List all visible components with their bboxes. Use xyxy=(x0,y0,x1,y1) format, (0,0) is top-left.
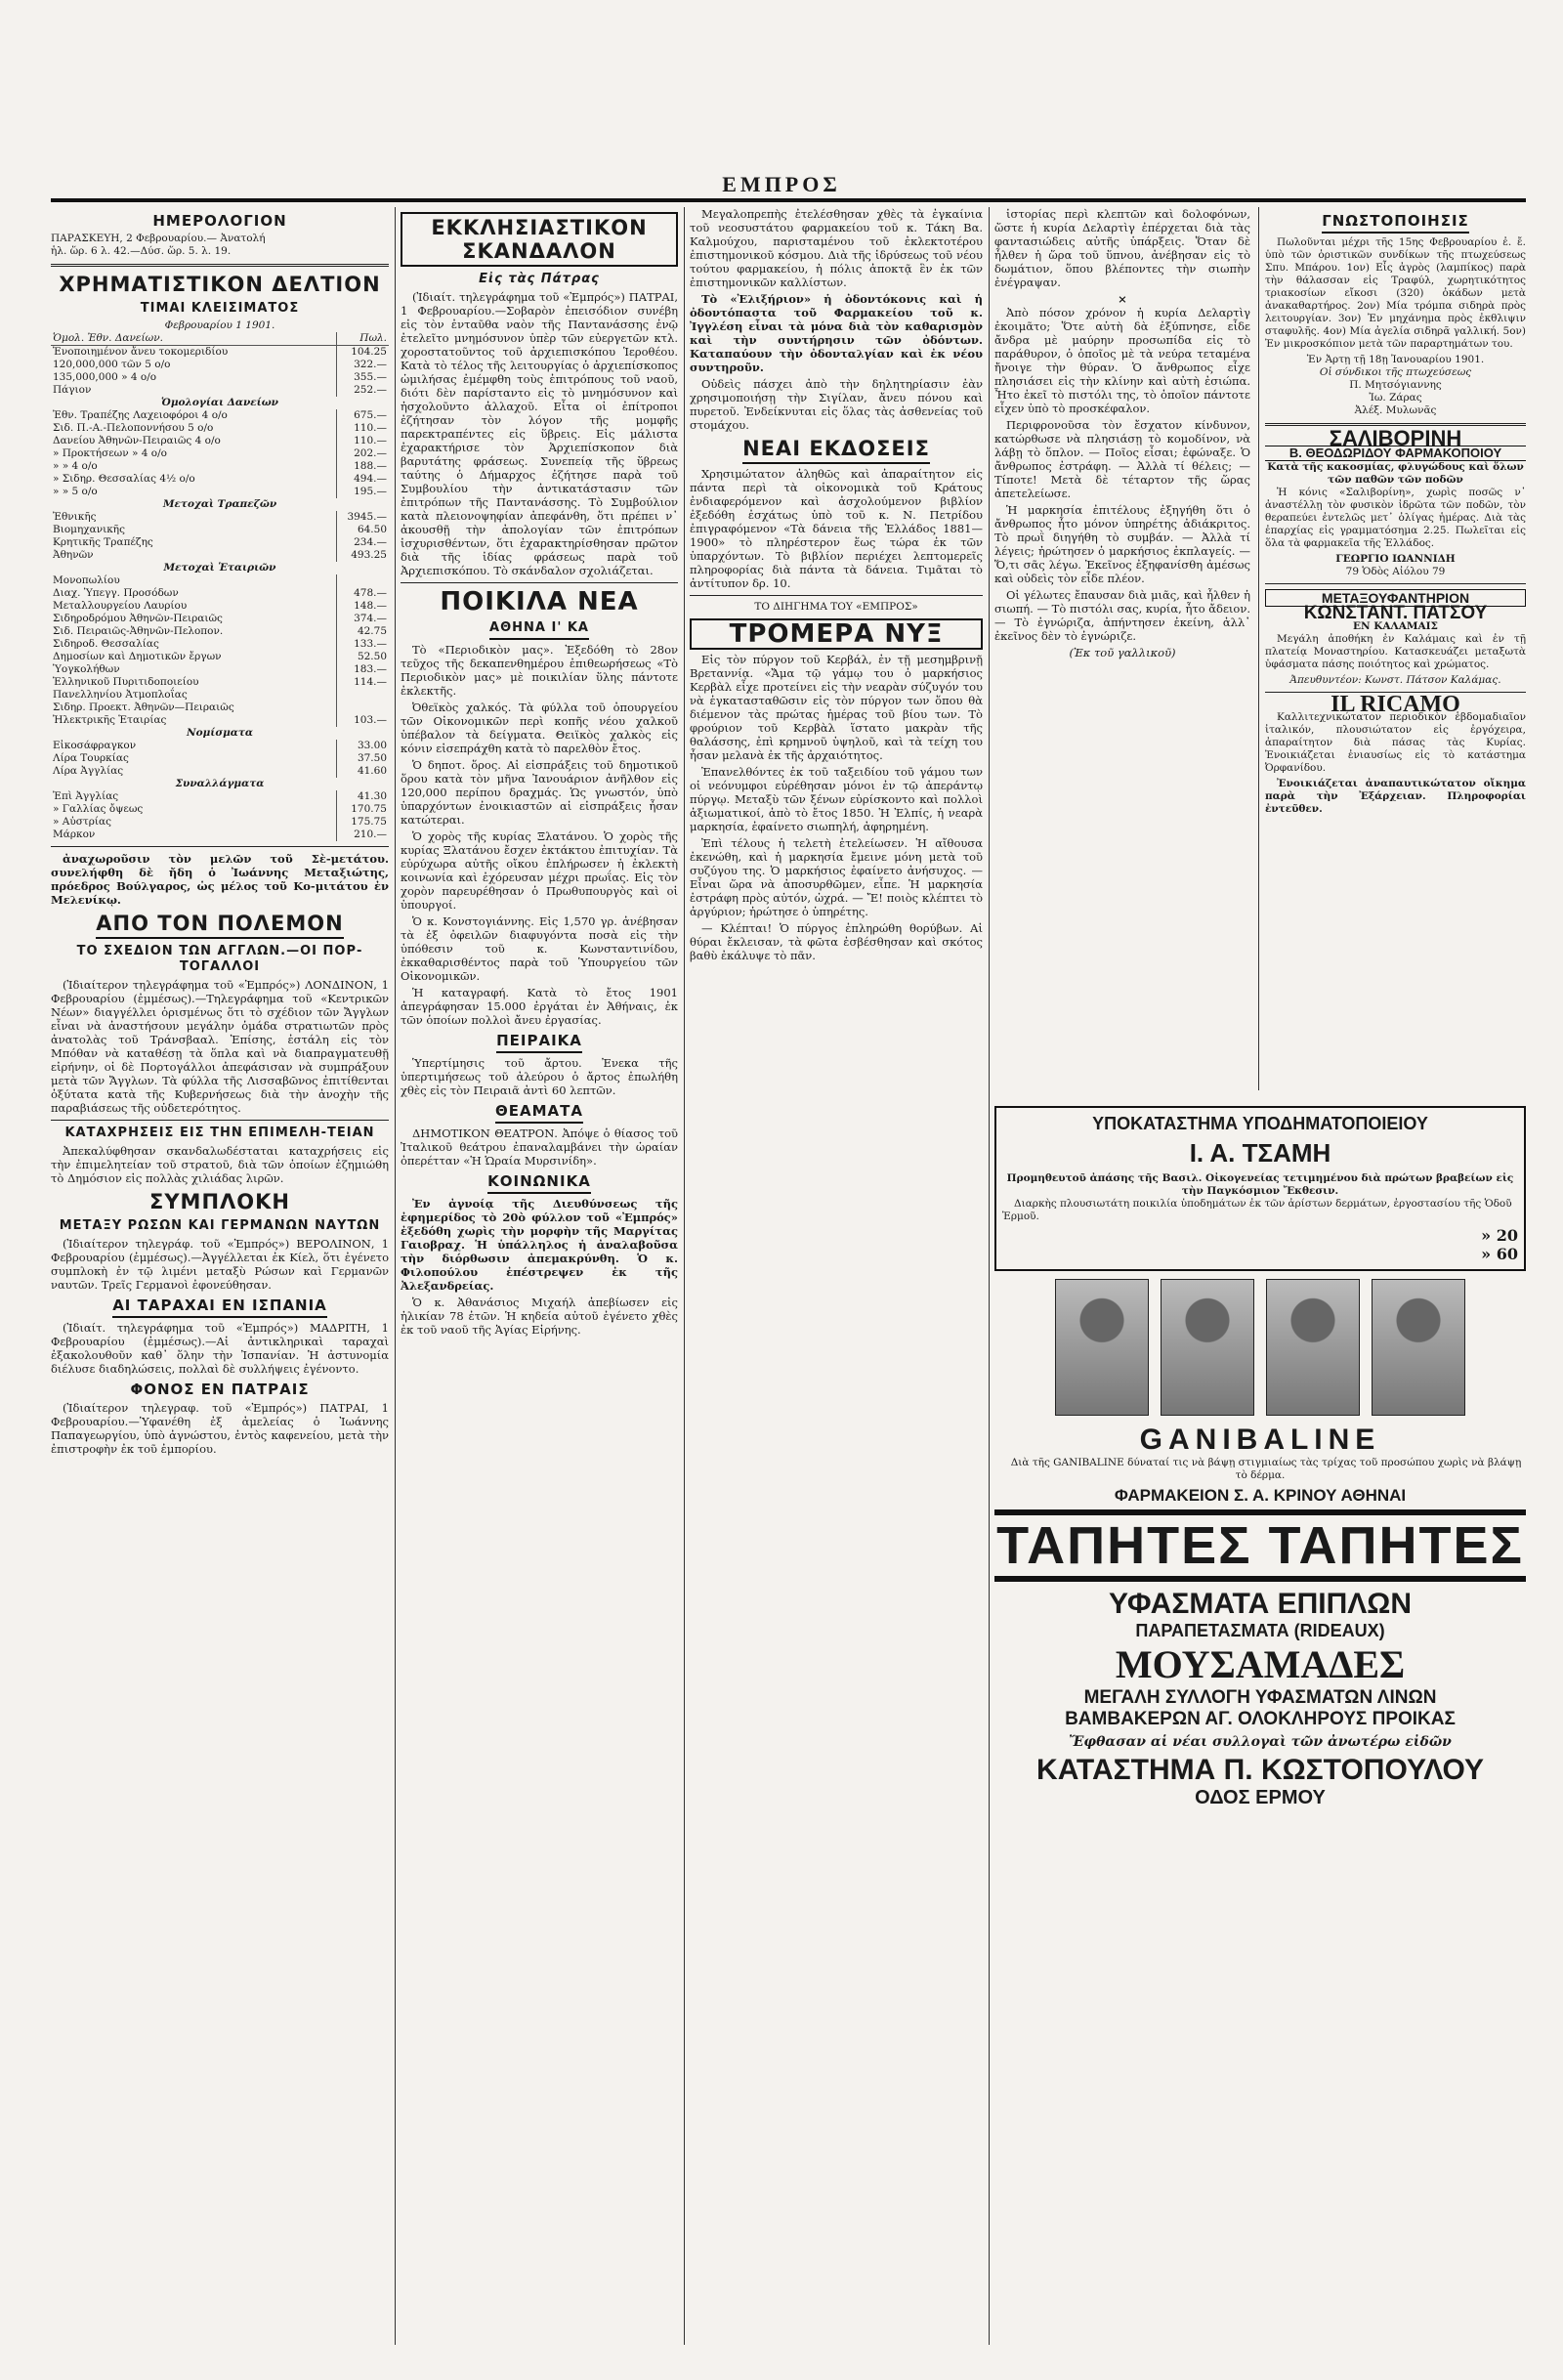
column-3 xyxy=(690,207,983,1677)
rate-value: 355.— xyxy=(336,371,389,384)
saliborine-agent: ΓΕΩΡΓΙΟ ΙΩΑΝΝΙΔΗ xyxy=(1335,553,1456,565)
rate-value: 52.50 xyxy=(336,651,389,663)
news-item: ΔΗΜΟΤΙΚΟΝ ΘΕΑΤΡΟΝ. Ἀπόψε ὁ θίασος τοῦ Ἰταλικοῦ θεάτρου ἐπαναλαμβάνει τὴν ὡραίαν ὀπερέτταν «Ἡ Ὡραία Μυρσινίδη». xyxy=(401,1126,678,1168)
rate-value: 175.75 xyxy=(336,816,389,829)
piraeus-title xyxy=(401,1032,678,1053)
theatre-title-text: ΘΕΑΜΑΤΑ xyxy=(495,1102,583,1124)
rate-label: Διαχ. Ὑπεγγ. Προσόδων xyxy=(53,587,179,599)
serial-text: Ἀπὸ πόσον χρόνον ἡ κυρία Δελαρτὶγ ἐκοιμᾶτο; Ὅτε αὐτὴ δὰ ἐξύπνησε, εἶδε ἄνδρα μὲ μαύρην προσωπίδα εἰς τὸ παράθυρον, ὁ ὁποῖος μὲ τὰ νεύρα τεταμένα ἤνοιγε τὴν θύραν. Ὁ ἄνθρωπος εἶχε πλησιάσει εἰς τὴν κλίνην καὶ αὐτὴ ἐσιώπα. Ἦτο ἐκεῖ τὸ πιστόλι της, τὸ ὁποῖον πάντοτε εἶχεν ὑπὸ τὸ προσκέφαλον. xyxy=(994,306,1250,415)
alliance-title: ΣΥΜΠΛΟΚΗ xyxy=(149,1190,290,1213)
stock-subtitle: ΤΙΜΑΙ ΚΛΕΙΣΙΜΑΤΟΣ xyxy=(140,301,300,316)
war-title-text: ΑΠΟ ΤΟΝ ΠΟΛΕΜΟΝ xyxy=(96,912,343,939)
serial-text: Οἱ γέλωτες ἔπαυσαν διὰ μιᾶς, καὶ ἦλθεν ἡ σιωπή. — Τὸ πιστόλι σας, κυρία, ἦτο ἄδειον. — Τὸ ἐγνώριζα, ἀπήντησεν ἐκείνη, ἀλλ᾽ ἐκεῖνος δὲν τὸ ἐγνώριζε. xyxy=(994,588,1250,643)
rate-label: Βιομηχανικῆς xyxy=(53,524,125,535)
rate-value: 3945.— xyxy=(336,511,389,524)
rate-value: 322.— xyxy=(336,359,389,371)
rate-label: Ἀθηνῶν xyxy=(53,549,94,561)
rate-value: 188.— xyxy=(336,460,389,473)
column-5 xyxy=(1258,207,1526,1090)
table-row xyxy=(51,663,389,676)
shoe-tagline: Προμηθευτοῦ ἀπάσης τῆς Βασιλ. Οἰκογενείας τετιμημένου διὰ πρώτων βραβείων εἰς τὴν Παγκόσμιον Ἔκθεσιν. xyxy=(1006,1172,1514,1197)
column-2 xyxy=(401,207,678,2345)
ganibaline-body: Διὰ τῆς GANIBALINE δύναταί τις νὰ βάψῃ στιγμιαίως τὰς τρίχας τοῦ προσώπου χωρὶς νὰ βλάψῃ τὸ δέρμα. xyxy=(1010,1457,1522,1481)
rate-label: Ὑογκολήθων xyxy=(53,663,120,675)
portrait-image xyxy=(1055,1279,1149,1416)
rate-value: 37.50 xyxy=(336,752,389,765)
rate-label: Κρητικῆς Τραπέζης xyxy=(53,536,153,548)
column-header: Πωλ. xyxy=(336,332,389,346)
table-row xyxy=(51,359,389,371)
table-row xyxy=(51,486,389,498)
serial-text: Ἐπανελθόντες ἐκ τοῦ ταξειδίου τοῦ γάμου των οἱ νεόνυμφοι εὑρέθησαν μόνοι ἐν τῷ ἀπεράντῳ πύργῳ. Μεταξὺ τῶν ξένων εὑρίσκοντο καὶ πολλοὶ ἀξιωματικοί, ἀπὸ τὸ ἔτος 1850. Ἡ Ἐλπίς, ἡ νεαρὰ μαρκησία, ἐφαίνετο σιωπηλή, ἀφηρημένη. xyxy=(690,765,983,833)
notice-role: Οἱ σύνδικοι τῆς πτωχεύσεως xyxy=(1319,366,1472,378)
rate-label: Δανείου Ἀθηνῶν-Πειραιῶς 4 ο/ο xyxy=(53,435,221,446)
section-heading: Μετοχαὶ Ἑταιριῶν xyxy=(163,562,276,574)
table-row xyxy=(51,447,389,460)
shoe-price: » 60 xyxy=(1481,1245,1518,1263)
table-row xyxy=(51,346,389,360)
table-row xyxy=(51,816,389,829)
portrait-image xyxy=(1266,1279,1360,1416)
serial-text: ἱστορίας περὶ κλεπτῶν καὶ δολοφόνων, ὥστε ἡ κυρία Δελαρτὶγ ἐπέρχεται διὰ τὰς φαντασιώδεις αὐτῆς ὑπάρξεις. Ὅταν δὲ ἦλθεν ἡ ὥρα τοῦ ὕπνου, ἀνέβησαν εἰς τὸ δωμάτιον, ὅπου βλέποντες τὴν σιωπὴν ἐνέγραψαν. xyxy=(994,207,1250,289)
ganibaline-title: GANIBALINE xyxy=(1139,1424,1381,1456)
rate-label: Μάρκον xyxy=(53,829,96,840)
rate-value xyxy=(336,701,389,714)
rate-label: » » 5 ο/ο xyxy=(53,486,98,497)
table-row xyxy=(51,587,389,600)
rate-label: Ἐπὶ Ἀγγλίας xyxy=(53,790,119,802)
rate-label: 120,000,000 τῶν 5 ο/ο xyxy=(53,359,171,370)
war-title xyxy=(51,912,389,939)
column-1 xyxy=(51,207,389,2345)
saliborine-subtitle: Β. ΘΕΟΔΩΡΙΔΟΥ ΦΑΡΜΑΚΟΠΟΙΟΥ xyxy=(1265,446,1526,461)
rate-label: » Γαλλίας ὄψεως xyxy=(53,803,144,815)
table-row xyxy=(51,613,389,625)
portrait-image xyxy=(1372,1279,1465,1416)
store-name: ΚΑΤΑΣΤΗΜΑ Π. ΚΩΣΤΟΠΟΥΛΟΥ xyxy=(1036,1754,1484,1786)
social-title xyxy=(401,1172,678,1194)
rate-label: 135,000,000 » 4 ο/ο xyxy=(53,371,157,383)
rate-label: Ἑνοποιημένον ἄνευ τοκομεριδίου xyxy=(53,346,229,358)
news-item: Ὁ κ. Κονστογιάννης. Εἰς 1,570 γρ. ἀνέβησαν τὰ ἐξ ὀφειλῶν διαφυγόντα ποσὰ εἰς τὴν ὑπόθεσιν τοῦ κ. Κωνσταντινίδου, ἐκκαθαρισθέντος παρὰ τοῦ Ὑπουργείου τῶν Οἰκονομικῶν. xyxy=(401,914,678,983)
table-row xyxy=(51,651,389,663)
patsos-name: ΚΩΝΣΤΑΝΤ. ΠΑΤΣΟΥ xyxy=(1303,603,1488,623)
table-row xyxy=(51,676,389,689)
news-item: Ἐν ἀγνοίᾳ τῆς Διευθύνσεως τῆς ἐφημερίδος τὸ 20ὸ φύλλον τοῦ «Ἐμπρός» ἐξεδόθη χωρὶς τὴν μορφὴν τῆς Μαργίτας Γαιοβραχ. Ἡ ὑπάλληλος ἡ ἀναλαβοῦσα τὴν διόρθωσιν ἀπεμακρύνθη. Ὁ κ. Φιλοπούλου ἐπέστρεψεν ἐκ τῆς Ἀλεξανδρείας. xyxy=(401,1197,678,1293)
divider xyxy=(401,582,678,583)
rate-label: Μεταλλουργείου Λαυρίου xyxy=(53,600,188,612)
rate-value: 195.— xyxy=(336,486,389,498)
article-body: (Ἰδιαίτ. τηλεγράφημα τοῦ «Ἐμπρός») ΜΑΔΡΙΤΗ, 1 Φεβρουαρίου (ἐμμέσως).—Αἱ ἀντικληρικαὶ ταραχαὶ ἐξακολουθοῦν καθ᾽ ὅλην τὴν Ἰσπανίαν. Ἡ ἀστυνομία διέλυσε διαδηλώσεις, πολλαὶ δὲ συλλήψεις ἐγένοντο. xyxy=(51,1321,389,1376)
almanac-title: ΗΜΕΡΟΛΟΓΙΟΝ xyxy=(152,212,287,230)
column-divider xyxy=(395,207,396,2345)
rate-value: 478.— xyxy=(336,587,389,600)
article-body: (Ἰδιαίτερον τηλεγράφημα τοῦ «Ἐμπρός») ΛΟΝΔΙΝΟΝ, 1 Φεβρουαρίου (ἐμμέσως).—Τηλεγράφημα τοῦ «Κεντρικῶν Νέων» διαγγέλλει ὁρισμένως ὅτι τὸ σχέδιον τῶν Ἄγγλων εἶναι νὰ ἀναστήσουν μεγάλην ὁμάδα στρατιωτῶν πρὸς ἀνατολὰς τοῦ Τράνσβααλ. Ἐπίσης, ἐστάλη εἰς τὸν Μπόθαν νὰ καταθέσῃ τὰ ὅπλα καὶ νὰ διαπραγματευθῇ εἰρήνην, οἱ δὲ Πορτογάλλοι ἀπεφάσισαν νὰ συμπράξουν μετὰ τῶν Ἄγγλων. Τὰ φύλλα τῆς Λισσαβῶνος ἐπιτίθενται ὀξύτατα κατὰ τῆς Κυβερνήσεως διὰ τὴν ἀνοχὴν τῆς παραβιάσεως τῆς οὐδετερότητος. xyxy=(51,978,389,1115)
rate-value: 170.75 xyxy=(336,803,389,816)
divider xyxy=(51,264,389,267)
war-subtitle: ΤΟ ΣΧΕΔΙΟΝ ΤΩΝ ΑΓΓΛΩΝ.—ΟΙ ΠΟΡ-ΤΟΓΑΛΛΟΙ xyxy=(76,944,363,974)
top-rule xyxy=(51,198,1526,202)
stock-date: Φεβρουαρίου 1 1901. xyxy=(164,319,275,331)
table-row xyxy=(51,536,389,549)
rate-value: 210.— xyxy=(336,829,389,841)
table-row xyxy=(51,689,389,701)
spain-title-text: ΑΙ ΤΑΡΑΧΑΙ ΕΝ ΙΣΠΑΝΙΑ xyxy=(112,1296,327,1318)
divider xyxy=(51,846,389,847)
alliance-subtitle: ΜΕΤΑΞΥ ΡΩΣΩΝ ΚΑΙ ΓΕΡΜΑΝΩΝ ΝΑΥΤΩΝ xyxy=(59,1218,381,1233)
ricamo-body: Καλλιτεχνικώτατον περιοδικὸν ἑβδομαδιαῖον ἰταλικόν, πλουσιώτατον εἰς ἐργόχειρα, ἀπαραίτητον διὰ πάσας τὰς Κυρίας. Ἐνοικιάζεται ἐνιαυσίως εἰς τὸ κατάστημα Ὀρφανίδου. xyxy=(1265,711,1526,774)
table-row xyxy=(51,625,389,638)
table-row xyxy=(51,574,389,587)
table-row xyxy=(51,752,389,765)
rate-label: Σιδηροδ. Θεσσαλίας xyxy=(53,638,159,650)
separator-mark: × xyxy=(1118,292,1127,306)
table-row xyxy=(51,740,389,752)
news-item: Ὁ δηποτ. ὅρος. Αἱ εἰσπράξεις τοῦ δημοτικοῦ ὅρου κατὰ τὸν μῆνα Ἰανουάριον ἀνῆλθον εἰς 120,000 περίπου δραχμάς. Ὡς γνωστόν, ὑπὸ ὑπαρχόντων ἐνοικιαστῶν αἱ εἰσπράξεις ἦσαν κατώτεραι. xyxy=(401,758,678,827)
almanac-line: ἡλ. ὥρ. 6 λ. 42.—Δύσ. ὥρ. 5. λ. 19. xyxy=(51,245,232,257)
rates-group xyxy=(51,346,389,398)
rate-label: Πάγιον xyxy=(53,384,92,396)
patsos-contact: Ἀπευθυντέον: Κωνστ. Πάτσον Καλάμας. xyxy=(1289,674,1501,686)
stock-title: ΧΡΗΜΑΤΙΣΤΙΚΟΝ ΔΕΛΤΙΟΝ xyxy=(59,273,381,296)
section-heading: Συναλλάγματα xyxy=(175,778,265,789)
rate-label: » Αὐστρίας xyxy=(53,816,111,828)
rate-label: Σιδ. Πειραιῶς-Ἀθηνῶν-Πελοπον. xyxy=(53,625,224,637)
rates-group xyxy=(51,511,389,562)
column-divider xyxy=(684,207,685,2345)
piraeus-title-text: ΠΕΙΡΑΙΚΑ xyxy=(496,1032,582,1053)
theatre-title xyxy=(401,1102,678,1124)
serial-text: Εἰς τὸν πύργον τοῦ Κερβάλ, ἐν τῇ μεσημβρινῇ Βρεταννίᾳ. «Ἄμα τῷ γάμῳ του ὁ μαρκήσιος Κερβὰλ εἶχε προτείνει εἰς τὴν νεαρὰν σύζυγόν του νὰ ἐγκατασταθῶσιν εἰς τὸν πύργον των ὅπου θὰ διέμενον τὰς πρώτας ἡμέρας τοῦ βίου των. Τὸ φρούριον τοῦ Κερβὰλ ἵστατο μακρὰν τῆς θαλάσσης, ἐπὶ κρημνοῦ ὑψηλοῦ, καὶ τὰ τείχη του ἦσαν μελανὰ ἐκ τῆς ἀρχαιότητος. xyxy=(690,653,983,762)
serial-text: Ἡ μαρκησία ἐπιτέλους ἐξηγήθη ὅτι ὁ ἄνθρωπος ἦτο μόνον ὑπηρέτης ἀδιάκριτος. Τὸ πρωῒ διηγήθη τὸ συμβάν. — Ἀλλὰ τί λέγεις; ἠρώτησεν ὁ μαρκήσιος ἐκπλαγείς. — Ὅ,τι σᾶς λέγω. Ἐκεῖνος ἐξηφανίσθη ἀμέσως καὶ οὐδεὶς τὸν εἶδε πλέον. xyxy=(994,503,1250,585)
notice-date: Ἐν Ἀρτῃ τῇ 18ῃ Ἰανουαρίου 1901. xyxy=(1306,354,1485,365)
saliborine-body: Ἡ κόνις «Σαλιβορίνη», χωρὶς ποσῶς ν᾽ ἀναστέλλῃ τὸν φυσικὸν ἱδρῶτα τῶν ποδῶν, τὸν θεραπεύει ἐντελῶς μετ᾽ ὀλίγας ἡμέρας. Διὰ τὰς ἐπαρχίας εἰς γραμματόσημα 2.25. Πωλεῖται εἰς ὅλα τὰ φαρμακεῖα τῆς Ἑλλάδος. xyxy=(1265,487,1526,549)
article-body: (Ἰδιαίτερον τηλεγραφ. τοῦ «Ἐμπρός») ΠΑΤΡΑΙ, 1 Φεβρουαρίου.—Ὑφανέθη ἐξ ἀμελείας ὁ Ἰωάννης Παπαγεωργίου, ὑπὸ ἀγνώστου, ἐντὸς καφενείου, μετὰ τὴν ἐπιστροφὴν ἐκ τοῦ ἐμπορίου. xyxy=(51,1401,389,1456)
article-body: Μεγαλοπρεπὴς ἐτελέσθησαν χθὲς τὰ ἐγκαίνια τοῦ νεοσυστάτου φαρμακείου τοῦ κ. Τάκη Βα. Καλμούχου, παρισταμένου τοῦ ἐκλεκτοτέρου ἐπιστημονικοῦ κόσμου. Διὰ τῆς ἱδρύσεως τοῦ νέου τούτου φαρμακείου, ἡ πόλις ἀποκτᾷ ἓν ἐκ τῶν ἐπιστημονικῶν καλλίστων. xyxy=(690,207,983,289)
spain-title xyxy=(51,1296,389,1318)
table-row xyxy=(51,422,389,435)
serial-label: ΤΟ ΔΙΗΓΗΜΑ ΤΟΥ «ΕΜΠΡΟΣ» xyxy=(754,601,918,613)
muslin-title: ΜΟΥΣΑΜΑΔΕΣ xyxy=(1115,1642,1406,1686)
curtains-title: ΠΑΡΑΠΕΤΑΣΜΑΤΑ (RIDEAUX) xyxy=(1135,1621,1385,1640)
rate-value xyxy=(336,689,389,701)
ricamo-title: IL RICAMO xyxy=(1331,692,1460,717)
article-body: (Ἰδιαίτ. τηλεγράφημα τοῦ «Ἐμπρός») ΠΑΤΡΑΙ, 1 Φεβρουαρίου.—Σοβαρὸν ἐπεισόδιον συνέβη εἰς τὸν ἐνταῦθα ναὸν τῆς Παντανάσσης ἐνῷ ἐτελεῖτο μνημόσυνον ὑπὲρ τῶν εὐεργετῶν κτλ. χοροστατοῦντος τοῦ ἀρχιεπισκόπου Ἱεροθέου. Κατὰ τὸ τέλος τῆς λειτουργίας ὁ ἀρχιεπίσκοπος ὡμιλήσας ἐμέμφθη τοὺς ἐπιτρόπους τοῦ ναοῦ, διότι δὲν παρίσταντο εἰς τὸ μνημόσυνον καὶ ἠσχολοῦντο ἀλλαχοῦ. Εἶτα οἱ ἐπίτροποι ἐζήτησαν τὸν λόγον τῆς μομφῆς παρεκτραπέντες εἰς ὕβρεις. Εἰς μάλιστα ἐχαρακτήρισε τὸν Ἀρχιεπίσκοπον διὰ βαρυτάτης φράσεως. Συνεπείᾳ τῆς ὕβρεως ταύτης ὁ Δήμαρχος ἐζήτησε παρὰ τοῦ Συμβουλίου τὴν ἀντικατάστασιν τῶν ἐπιτρόπων τῆς Παντανάσσης. Τὸ Συμβούλιον κατὰ πλειονοψηφίαν ἀπεφάνθη, ὅτι πρέπει ν᾽ ἀκουσθῇ τὴν ἀπολογίαν τῶν ἐπιτρόπων ἰσχυρισθέντων, ὅτι ἐχαρακτηρίσθησαν πρῶτον διὰ τῆς ἰδίας φράσεως παρὰ τοῦ Ἀρχιεπισκόπου. Τὸ σκάνδαλον σχολιάζεται. xyxy=(401,290,678,577)
column-4 xyxy=(994,207,1250,1090)
serial-text: — Κλέπται! Ὁ πύργος ἐπληρώθη θορύβων. Αἱ θύραι ἔκλεισαν, τὰ φῶτα ἐσβέσθησαν καὶ σκότος βαθὺ ἐκάλυψε τὸ πᾶν. xyxy=(690,921,983,962)
table-row xyxy=(51,473,389,486)
rate-value: 104.25 xyxy=(336,346,389,360)
scandal-subtitle: Εἰς τὰς Πάτρας xyxy=(479,272,600,286)
article-body: Ἀπεκαλύφθησαν σκανδαλωδέσταται καταχρήσεις εἰς τὴν ἐπιμελητείαν τοῦ στρατοῦ, διὰ τῶν ὁποίων ἐζημιώθη τὸ Δημόσιον εἰς πολλὰς χιλιάδας λιρῶν. xyxy=(51,1144,389,1185)
murder-title: ΦΟΝΟΣ ΕΝ ΠΑΤΡΑΙΣ xyxy=(130,1381,310,1398)
rate-value: 103.— xyxy=(336,714,389,727)
table-row xyxy=(51,371,389,384)
rates-group xyxy=(51,574,389,727)
signature: Ἀλέξ. Μυλωνᾶς xyxy=(1354,404,1437,416)
serial-title: ΤΡΟΜΕΡΑ ΝΥΞ xyxy=(690,618,983,650)
signature: Π. Μητσόγιαννης xyxy=(1349,379,1442,391)
rate-value: 374.— xyxy=(336,613,389,625)
table-row xyxy=(51,701,389,714)
table-row xyxy=(51,803,389,816)
rate-value: 252.— xyxy=(336,384,389,397)
arrivals-note: Ἔφθασαν αἱ νέαι συλλογαὶ τῶν ἀνωτέρω εἰδῶν xyxy=(1069,1734,1452,1750)
table-row xyxy=(51,460,389,473)
serial-text: Περιφρονοῦσα τὸν ἔσχατον κίνδυνον, κατώρθωσε νὰ πλησιάσῃ τὸ κομοδίνον, νὰ λάβῃ τὸ ὅπλον. — Ποῖος εἶσαι; ἐφώναξε. Ὁ ἄνθρωπος ἐστράφη. — Ἀλλὰ τί θέλεις; — Τίποτε! Μετὰ δὲ τέταρτον τῆς ὥρας ἀπετελείωσε. xyxy=(994,418,1250,500)
saliborine-tagline: Κατὰ τῆς κακοσμίας, φλυγώδους καὶ ὅλων τῶν παθῶν τῶν ποδῶν xyxy=(1267,461,1524,486)
table-row xyxy=(51,435,389,447)
shoe-title: ΥΠΟΚΑΤΑΣΤΗΜΑ ΥΠΟΔΗΜΑΤΟΠΟΙΕΙΟΥ xyxy=(1092,1114,1428,1133)
patsos-banner: ΜΕΤΑΞΟΥΦΑΝΤΗΡΙΟΝ xyxy=(1265,589,1526,607)
rate-value: 202.— xyxy=(336,447,389,460)
news-item: Ἡ καταγραφή. Κατὰ τὸ ἔτος 1901 ἀπεγράφησαν 15.000 ἐργάται ἐν Ἀθήναις, ἐκ τῶν ὁποίων πολλοὶ ἄνευ ἐργασίας. xyxy=(401,986,678,1027)
rate-value: 133.— xyxy=(336,638,389,651)
rate-value: 33.00 xyxy=(336,740,389,752)
shoe-name: Ι. Α. ΤΣΑΜΗ xyxy=(1189,1138,1331,1168)
shoe-ad xyxy=(994,1106,1526,1271)
books-title-text: ΝΕΑΙ ΕΚΔΟΣΕΙΣ xyxy=(742,437,930,464)
arrest-title: ΚΑΤΑΧΡΗΣΕΙΣ ΕΙΣ ΤΗΝ ΕΠΙΜΕΛΗ-ΤΕΙΑΝ xyxy=(64,1126,375,1140)
rate-value: 64.50 xyxy=(336,524,389,536)
table-row xyxy=(51,600,389,613)
rate-label: Λίρα Τουρκίας xyxy=(53,752,129,764)
section-heading: Νομίσματα xyxy=(186,727,254,739)
news-item: Ὁ χορὸς τῆς κυρίας Ξλατάνου. Ὁ χορὸς τῆς κυρίας Ξλατάνου ἔσχεν ἐκτάκτου ἐπιτυχίαν. Τὰ εὐρύχωρα αὐτῆς οἴκου ἐπλήρωσεν ἡ ἐκλεκτὴ κοινωνία καὶ ἐχόρευσαν μέχρι πρωΐας. Εἰς τὸν χορὸν παρευρέθησαν ὁ Πρωθυπουργὸς καὶ οἱ ὑπουργοί. xyxy=(401,829,678,912)
rate-value: 110.— xyxy=(336,422,389,435)
rate-label: Λίρα Ἀγγλίας xyxy=(53,765,124,777)
table-row xyxy=(51,790,389,803)
rate-label: Σιδηροδρόμου Ἀθηνῶν-Πειραιῶς xyxy=(53,613,223,624)
athens-title xyxy=(401,620,678,640)
rates-group xyxy=(51,790,389,841)
news-item: Ὑπερτίμησις τοῦ ἄρτου. Ἐνεκα τῆς ὑπερτιμήσεως τοῦ ἀλεύρου ὁ ἄρτος ἐπωλήθη χθὲς εἰς τὸν Πειραιᾶ ἀντὶ 60 λεπτῶν. xyxy=(401,1056,678,1097)
masthead: ΕΜΠΡΟΣ xyxy=(722,172,841,196)
signature: Ἰω. Ζάρας xyxy=(1369,392,1422,404)
table-row xyxy=(51,714,389,727)
rate-label: Σιδηρ. Προεκτ. Ἀθηνῶν—Πειραιῶς xyxy=(53,701,234,713)
table-row xyxy=(51,765,389,778)
pharmacy-name: ΦΑΡΜΑΚΕΙΟΝ Σ. Α. ΚΡΙΝΟΥ ΑΘΗΝΑΙ xyxy=(1114,1486,1407,1505)
news-item: Ὁ κ. Ἀθανάσιος Μιχαήλ ἀπεβίωσεν εἰς ἡλικίαν 78 ἐτῶν. Ἡ κηδεία αὐτοῦ ἐγένετο χθὲς ἐκ τοῦ ναοῦ τῆς Ἁγίας Εἰρήνης. xyxy=(401,1296,678,1337)
rate-value: 183.— xyxy=(336,663,389,676)
rate-value: 493.25 xyxy=(336,549,389,562)
fabrics-title: ΥΦΑΣΜΑΤΑ ΕΠΙΠΛΩΝ xyxy=(1108,1588,1413,1620)
news-item: Τὸ «Περιοδικὸν μας». Ἐξεδόθη τὸ 28ον τεῦχος τῆς δεκαπενθημέρου ἐπιθεωρήσεως «Τὸ Περιοδικὸν μας» μὲ ποικιλίαν ὕλης πάντοτε ἐκλεκτῆς. xyxy=(401,643,678,698)
table-row xyxy=(51,638,389,651)
notice-text: ἀναχωροῦσιν τὸν μελῶν τοῦ Σὲ-μετάτου. συνελήφθη δὲ ἤδη ὁ Ἰωάννης Μεταξιώτης, πρόεδρος Βούλγαρος, ὡς μέλος τοῦ Κο-μιτάτου ἐν Μελενίκῳ. xyxy=(51,852,389,907)
rate-label: Σιδ. Π.-Α.-Πελοποννήσου 5 ο/ο xyxy=(53,422,214,434)
rate-value: 110.— xyxy=(336,435,389,447)
social-title-text: ΚΟΙΝΩΝΙΚΑ xyxy=(487,1172,591,1194)
rate-value: 675.— xyxy=(336,409,389,422)
table-row xyxy=(51,384,389,397)
notice-body: Πωλοῦνται μέχρι τῆς 15ης Φεβρουαρίου ἐ. ἔ. ὑπὸ τῶν ὁριστικῶν συνδίκων τῆς πτωχεύσεως Σπυ. Μπάρου. 1ον) Εἷς ἀγρὸς (λαμπίκος) παρὰ τὴν θάλασσαν εἰς Τραφύλ, χωρητικότητος τριακοσίων εἴκοσι (320) ὀκάδων μετὰ ἀνακαθαρτήρος. 2ον) Μία τρόμπα σιδηρὰ πρὸς λειτουργίαν. 3ον) Ἐν μηχάνημα πρὸς ἐκθλιψιν σταφυλῆς. 4ον) Μία ἀγελία σιδηρᾶ γαλλική. 5ον) Ἐν μικροσκόπιον μετὰ τῶν παραρτημάτων του. xyxy=(1265,236,1526,350)
section-heading: Μετοχαὶ Τραπεζῶν xyxy=(162,498,277,510)
divider xyxy=(51,1120,389,1121)
misc-title: ΠΟΙΚΙΛΑ ΝΕΑ xyxy=(440,587,639,616)
ads-block xyxy=(994,1100,1526,2345)
rates-group xyxy=(51,740,389,778)
rate-value: 234.— xyxy=(336,536,389,549)
article-body: Χρησιμώτατον ἀληθῶς καὶ ἀπαραίτητον εἰς πάντα περὶ τὰ οἰκονομικὰ τοῦ Κράτους ἐνδιαφερόμενον καὶ ἀσχολούμενον βιβλίον ἐξεδόθη ἐσχάτως ὑπὸ τοῦ κ. Ν. Πετρίδου ἐπιγραφόμενον «Τὰ δάνεια τῆς Ἑλλάδος 1881—1900» τὸ πληρέστερον ἕως τώρα ἐκ τῶν ὑπαρχόντων. Τὸ βιβλίον περιέχει λεπτομερεῖς πληροφορίας διὰ πάντα τὰ δάνεια. Τιμᾶται τὸ ἀντίτυπον δρ. 10. xyxy=(690,467,983,590)
table-row xyxy=(51,524,389,536)
saliborine-title: ΣΑΛΙΒΟΡΙΝΗ xyxy=(1329,426,1462,450)
rate-value: 42.75 xyxy=(336,625,389,638)
rate-label: Εἰκοσάφραγκον xyxy=(53,740,137,751)
scandal-title: ΕΚΚΛΗΣΙΑΣΤΙΚΟΝ ΣΚΑΝΔΑΛΟΝ xyxy=(401,212,678,267)
section-heading: Ὁμολογίαι Δανείων xyxy=(161,397,278,408)
rate-value: 41.30 xyxy=(336,790,389,803)
divider xyxy=(690,595,983,596)
table-row xyxy=(51,511,389,524)
divider xyxy=(1265,583,1526,584)
news-item: Ὀθεϊκὸς χαλκός. Τὰ φύλλα τοῦ ὀπουργείου τῶν Οἰκονομικῶν περὶ κοπῆς νέου χαλκοῦ ὑπέβαλον τὰ δείγματα. Θειϊκὸς χαλκὸς εἰς κόνιν εἰσεπράχθη κατὰ τὸ παρελθὸν ἔτος. xyxy=(401,701,678,755)
table-header-row xyxy=(51,332,389,346)
patsos-location: ΕΝ ΚΑΛΑΜΑΙΣ xyxy=(1353,620,1438,632)
notice-title-text: ΓΝΩΣΤΟΠΟΙΗΣΙΣ xyxy=(1322,212,1469,234)
rate-value: 41.60 xyxy=(336,765,389,778)
almanac-line: ΠΑΡΑΣΚΕΥΗ, 2 Φεβρουαρίου.— Ἀνατολή xyxy=(51,233,266,244)
notice-title xyxy=(1265,212,1526,234)
portrait-image xyxy=(1161,1279,1254,1416)
shoe-price: » 20 xyxy=(1481,1226,1518,1245)
table-row xyxy=(51,549,389,562)
patsos-body: Μεγάλη ἀποθήκη ἐν Καλάμαις καὶ ἐν τῇ πλατείᾳ Μοναστηρίου. Κατασκευάζει μεταξωτὰ ὑφάσματα πάσης ποιότητος καὶ χρώματος. xyxy=(1265,633,1526,670)
saliborine-address: 79 Ὁδὸς Αἰόλου 79 xyxy=(1345,566,1446,577)
rate-label: Μονοπωλίου xyxy=(53,574,120,586)
books-title xyxy=(690,437,983,464)
rate-label: » Σιδηρ. Θεσσαλίας 4½ ο/ο xyxy=(53,473,195,485)
store-street: ΟΔΟΣ ΕΡΜΟΥ xyxy=(1195,1787,1326,1808)
rental-notice: Ἐνοικιάζεται ἀναπαυτικώτατον οἴκημα παρὰ τὴν Ἐξάρχειαν. Πληροφορίαι ἐντεῦθεν. xyxy=(1265,778,1526,815)
stock-table xyxy=(51,332,389,841)
table-row xyxy=(51,829,389,841)
article-body: Οὐδεὶς πάσχει ἀπὸ τὴν δηλητηρίασιν ἐὰν χρησιμοποιήσῃ τὴν Σιγίλαν, ἄνευ πόνου καὶ πυρετοῦ. Ἐνδείκνυται εἰς ὅλας τὰς ἀσθενείας τοῦ στομάχου. xyxy=(690,377,983,432)
carpets-banner: ΤΑΠΗΤΕΣ ΤΑΠΗΤΕΣ xyxy=(994,1509,1526,1582)
collection-title: ΜΕΓΑΛΗ ΣΥΛΛΟΓΗ ΥΦΑΣΜΑΤΩΝ ΛΙΝΩΝ xyxy=(1083,1687,1437,1708)
column-divider xyxy=(989,207,990,2345)
rate-label: » » 4 ο/ο xyxy=(53,460,98,472)
rate-value: 494.— xyxy=(336,473,389,486)
rates-group xyxy=(51,409,389,498)
rate-label: Δημοσίων καὶ Δημοτικῶν ἔργων xyxy=(53,651,222,662)
rate-label: Ἐθν. Τραπέζης Λαχειοφόροι 4 ο/ο xyxy=(53,409,228,421)
rate-label: Ἠλεκτρικῆς Ἑταιρίας xyxy=(53,714,167,726)
rate-label: » Προκτήσεων » 4 ο/ο xyxy=(53,447,167,459)
rate-value: 114.— xyxy=(336,676,389,689)
portrait-row xyxy=(994,1279,1526,1416)
rate-value: 148.— xyxy=(336,600,389,613)
rate-label: Πανελληνίου Ἀτμοπλοΐας xyxy=(53,689,188,701)
rate-label: Ἑλληνικοῦ Πυριτιδοποιείου xyxy=(53,676,199,688)
trousseau-title: ΒΑΜΒΑΚΕΡΩΝ ΑΓ. ΟΛΟΚΛΗΡΟΥΣ ΠΡΟΙΚΑΣ xyxy=(1065,1709,1456,1729)
serial-text: Ἐπὶ τέλους ἡ τελετὴ ἐτελείωσεν. Ἡ αἴθουσα ἐκενώθη, καὶ ἡ μαρκησία ἔμεινε μόνη μετὰ τοῦ συζύγου της. Ὁ μαρκήσιος ἐφαίνετο ἀνήσυχος. — Εἶναι ὥρα νὰ ἀποσυρθῶμεν, εἶπε. Ἡ μαρκησία ἐστράφη πρὸς αὐτόν, ὠχρά. — Ἔ! ποιὸς κλέπτει τὸ ἀργύριον; ἠρώτησε ὁ ὑπηρέτης. xyxy=(690,836,983,918)
rate-label: Ἐθνικῆς xyxy=(53,511,97,523)
article-body: (Ἰδιαίτερον τηλεγράφ. τοῦ «Ἐμπρός») ΒΕΡΟΛΙΝΟΝ, 1 Φεβρουαρίου (ἐμμέσως).—Ἀγγέλλεται ἐκ Κίελ, ὅτι ἐγένετο συμπλοκὴ ἐν τῷ λιμένι μεταξὺ Ρώσων καὶ Γερμανῶν ναυτῶν. Τρεῖς Γερμανοὶ ἐφονεύθησαν. xyxy=(51,1237,389,1292)
rate-value xyxy=(336,574,389,587)
column-header: Ὁμολ. Ἐθν. Δανείων. xyxy=(51,332,336,346)
table-row xyxy=(51,409,389,422)
serial-source: (Ἐκ τοῦ γαλλικοῦ) xyxy=(1069,646,1176,659)
shoe-body: Διαρκὴς πλουσιωτάτη ποικιλία ὑποδημάτων ἐκ τῶν ἀρίστων δερμάτων, ἐργοστασίου τῆς Ὁδοῦ Ἑρμοῦ. xyxy=(1002,1198,1512,1222)
athens-title-text: ΑΘΗΝΑ Ι' ΚΑ xyxy=(489,620,589,640)
article-body: Τὸ «Ἐλιξήριον» ἡ ὀδοντόκονις καὶ ἡ ὀδοντόπαστα τοῦ Φαρμακείου τοῦ κ. Ἰγγλέση εἶναι τὰ μόνα διὰ τὸν καθαρισμὸν καὶ τὴν συντήρησιν τῶν ὀδόντων. Καταπαύουν τὴν ὀδονταλγίαν καὶ ἐκ νέου συντηροῦν. xyxy=(690,292,983,374)
